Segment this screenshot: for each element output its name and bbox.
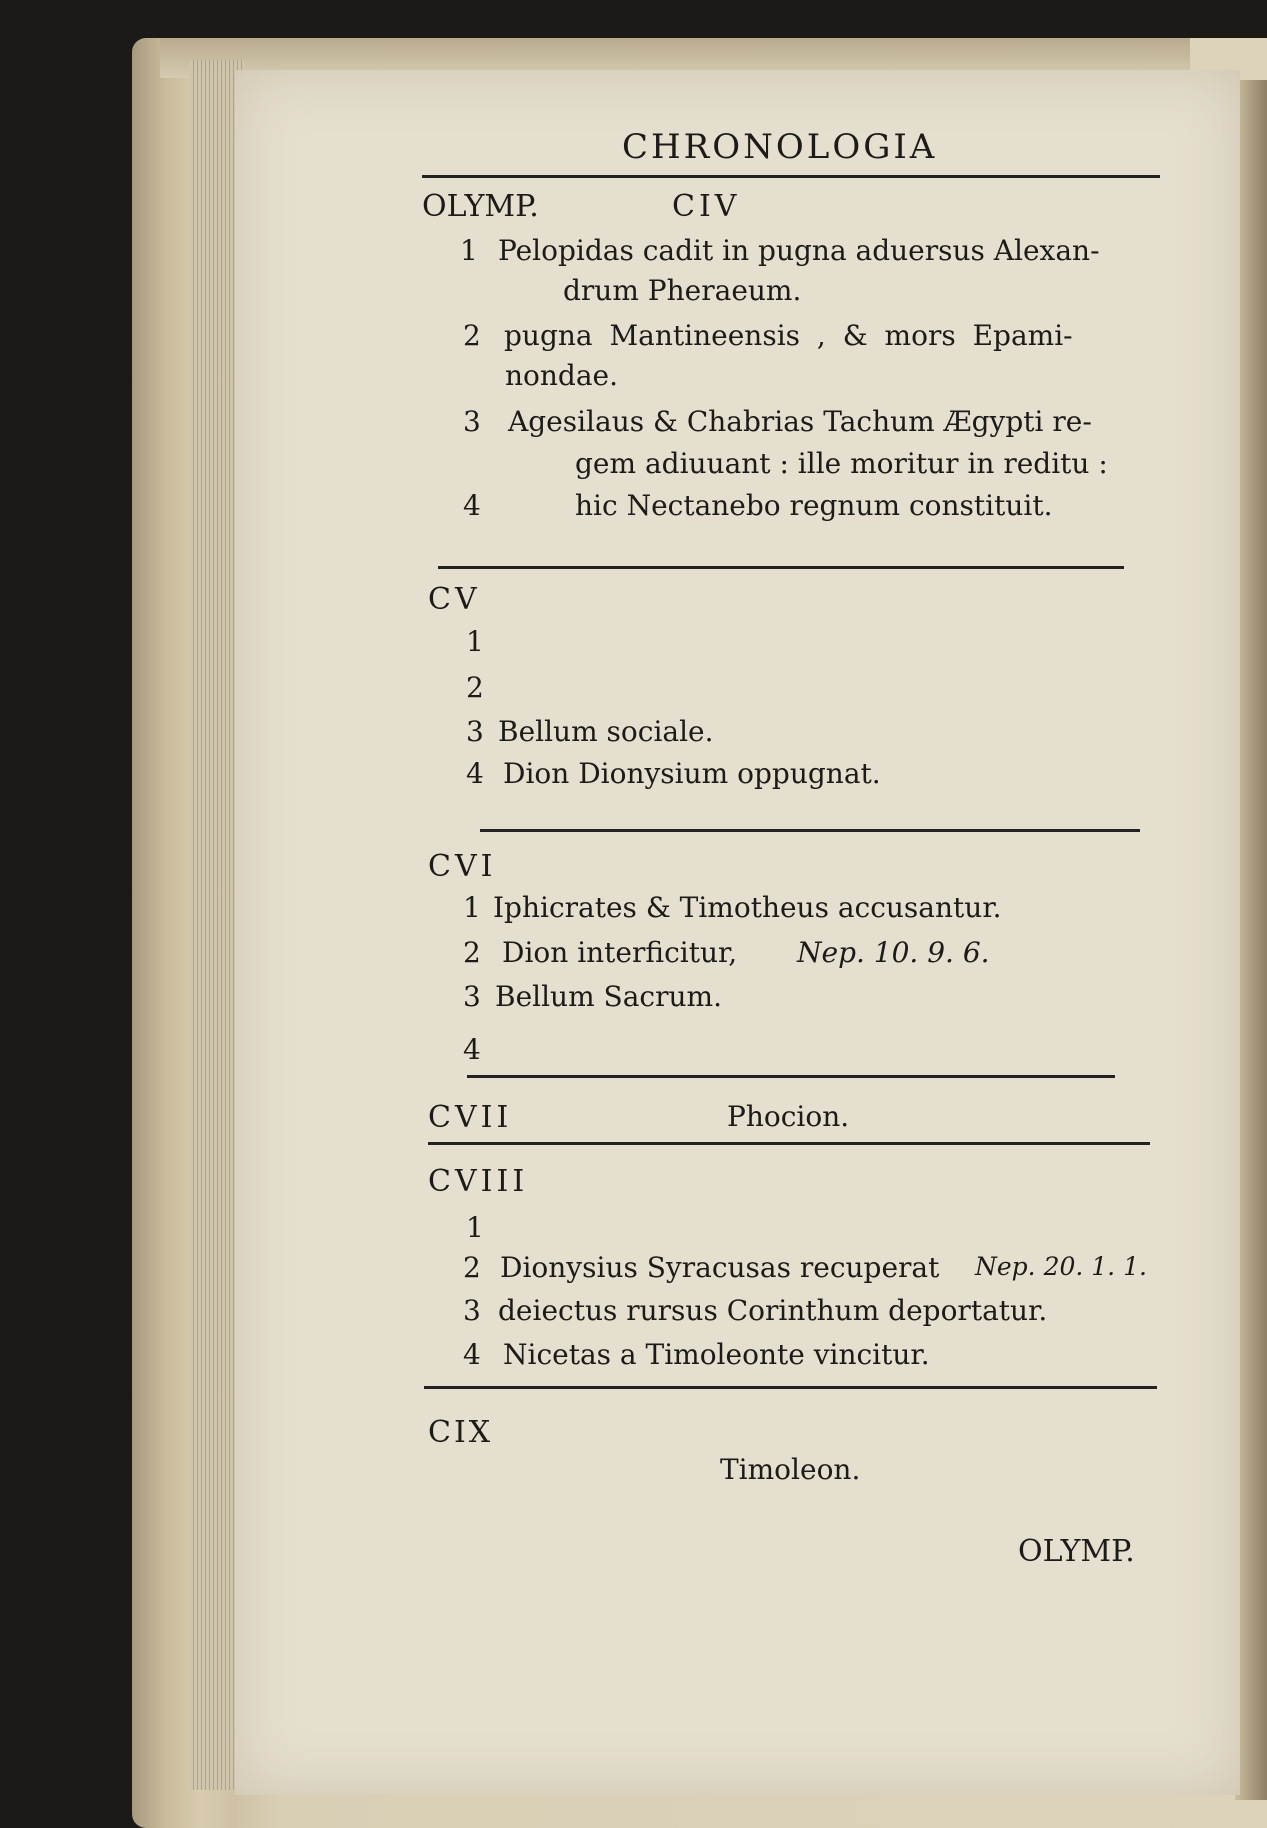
cvi-year-4: 4 xyxy=(463,1033,481,1066)
cvi-entry-3: Bellum Sacrum. xyxy=(495,980,722,1013)
cviii-year-1: 1 xyxy=(466,1211,484,1244)
section-rule xyxy=(438,566,1124,569)
olymp-number: CIV xyxy=(672,189,741,224)
olymp-label: OLYMP. xyxy=(422,189,539,224)
section-rule xyxy=(480,829,1140,832)
cviii-year-2: 2 xyxy=(463,1251,481,1284)
cviii-entry-3: deiectus rursus Corinthum deportatur. xyxy=(498,1294,1048,1327)
civ-entry-4: hic Nectanebo regnum constituit. xyxy=(575,489,1053,522)
cvi-year-1: 1 xyxy=(463,891,481,924)
running-header: CHRONOLOGIA xyxy=(622,127,938,167)
cix-label: CIX xyxy=(428,1415,494,1450)
civ-year-3: 3 xyxy=(463,405,481,438)
civ-entry-2a: pugna Mantineensis , & mors Epami- xyxy=(504,319,1073,352)
civ-entry-1a: Pelopidas cadit in pugna aduersus Alexan- xyxy=(498,234,1100,267)
cv-year-3: 3 xyxy=(466,715,484,748)
civ-year-1: 1 xyxy=(460,234,478,267)
cvi-label: CVI xyxy=(428,849,497,884)
cv-label: CV xyxy=(428,582,481,617)
section-rule xyxy=(428,1142,1150,1145)
cvi-year-3: 3 xyxy=(463,980,481,1013)
cvii-name: Phocion. xyxy=(727,1100,850,1133)
cv-year-1: 1 xyxy=(466,625,484,658)
cvi-entry-2: Dion interficitur, xyxy=(502,936,738,969)
civ-entry-1b: drum Pheraeum. xyxy=(563,274,802,307)
header-rule xyxy=(422,175,1160,178)
cvi-entry-1: Iphicrates & Timotheus accusantur. xyxy=(493,891,1002,924)
cviii-entry-2: Dionysius Syracusas recuperat xyxy=(500,1251,940,1284)
cvii-label: CVII xyxy=(428,1100,513,1135)
civ-entry-3b: gem adiuuant : ille moritur in reditu : xyxy=(575,447,1108,480)
civ-year-4: 4 xyxy=(463,489,481,522)
section-rule xyxy=(424,1386,1157,1389)
cv-entry-4: Dion Dionysium oppugnat. xyxy=(503,757,881,790)
cv-year-4: 4 xyxy=(466,757,484,790)
civ-entry-2b: nondae. xyxy=(505,359,619,392)
cv-year-2: 2 xyxy=(466,671,484,704)
cviii-label: CVIII xyxy=(428,1164,529,1199)
cv-entry-3: Bellum sociale. xyxy=(498,715,714,748)
cviii-year-3: 3 xyxy=(463,1294,481,1327)
section-rule xyxy=(467,1075,1115,1078)
cvi-entry-2-ref: Nep. 10. 9. 6. xyxy=(797,936,990,969)
cviii-entry-4: Nicetas a Timoleonte vincitur. xyxy=(503,1338,930,1371)
catchword: OLYMP. xyxy=(1018,1534,1135,1569)
cviii-year-4: 4 xyxy=(463,1338,481,1371)
civ-entry-3a: Agesilaus & Chabrias Tachum Ægypti re- xyxy=(508,405,1092,438)
cvi-year-2: 2 xyxy=(463,936,481,969)
civ-year-2: 2 xyxy=(463,319,481,352)
cviii-entry-2-ref: Nep. 20. 1. 1. xyxy=(975,1252,1147,1281)
cix-name: Timoleon. xyxy=(720,1453,861,1486)
